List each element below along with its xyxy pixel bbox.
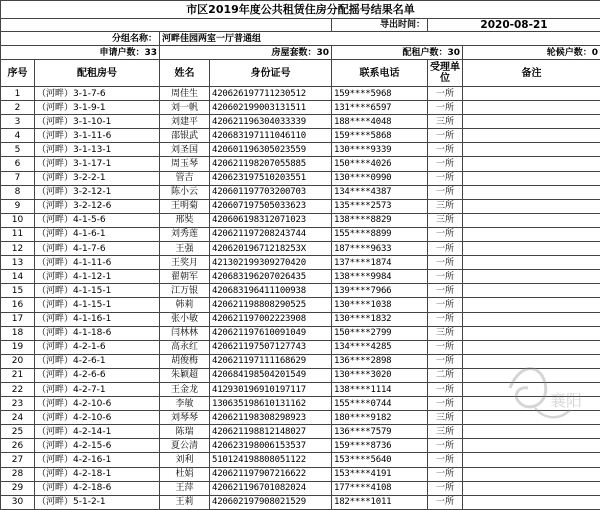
- room-number: （河畔）3-1-10-1: [35, 115, 160, 129]
- tenant-name: 夏公清: [160, 439, 210, 453]
- tenant-name: 陈瑞: [160, 425, 210, 439]
- header-room: 配租房号: [35, 60, 160, 87]
- accept-unit: 一所: [428, 143, 463, 157]
- phone-number: 138****8829: [332, 213, 428, 227]
- phone-number: 136****7579: [332, 425, 428, 439]
- table-row: [1, 157, 600, 171]
- table-row: [1, 481, 600, 495]
- accept-unit: 一所: [428, 171, 463, 185]
- table-row: [1, 270, 600, 284]
- accept-unit: 一所: [428, 157, 463, 171]
- row-index: 2: [1, 101, 35, 115]
- table-row: [1, 284, 600, 298]
- row-index: 14: [1, 270, 35, 284]
- phone-number: 150****2799: [332, 326, 428, 340]
- remark: [463, 326, 600, 340]
- id-number: 420601197703200703: [210, 185, 332, 199]
- accept-unit: 三所: [428, 425, 463, 439]
- phone-number: 159****8736: [332, 439, 428, 453]
- remark: [463, 129, 600, 143]
- accept-unit: 一所: [428, 87, 463, 101]
- watermark-logo: [500, 358, 590, 428]
- table-row: [1, 171, 600, 185]
- phone-number: 182****1011: [332, 495, 428, 509]
- phone-number: 137****1874: [332, 256, 428, 270]
- remark: [463, 439, 600, 453]
- remark: [463, 199, 600, 213]
- row-index: 19: [1, 340, 35, 354]
- room-number: （河畔）3-2-12-6: [35, 199, 160, 213]
- room-number: （河畔）3-1-13-1: [35, 143, 160, 157]
- row-index: 25: [1, 425, 35, 439]
- room-number: （河畔）4-2-15-6: [35, 439, 160, 453]
- phone-number: 159****5868: [332, 129, 428, 143]
- row-index: 10: [1, 213, 35, 227]
- phone-number: 134****4285: [332, 340, 428, 354]
- phone-number: 153****5640: [332, 453, 428, 467]
- table-row: [1, 185, 600, 199]
- phone-number: 155****0744: [332, 397, 428, 411]
- allocated-count: 配租户数：30: [332, 46, 463, 60]
- header-row: [1, 60, 600, 87]
- phone-number: 159****5968: [332, 87, 428, 101]
- phone-number: 130****1038: [332, 298, 428, 312]
- id-number: 421302199309270420: [210, 256, 332, 270]
- room-number: （河畔）4-2-14-1: [35, 425, 160, 439]
- table-row: [1, 298, 600, 312]
- sheet-title: 市区2019年度公共租赁住房分配摇号结果名单: [1, 1, 600, 19]
- room-number: （河畔）4-1-16-1: [35, 312, 160, 326]
- row-index: 20: [1, 354, 35, 368]
- table-row: [1, 439, 600, 453]
- id-number: 420683197111046110: [210, 129, 332, 143]
- room-number: （河畔）4-1-6-1: [35, 227, 160, 241]
- phone-number: 130****3020: [332, 368, 428, 382]
- id-number: 420621197610091049: [210, 326, 332, 340]
- room-number: （河畔）4-1-18-6: [35, 326, 160, 340]
- id-number: 420606198312071023: [210, 213, 332, 227]
- id-number: 420621198207055885: [210, 157, 332, 171]
- room-number: （河畔）4-1-15-1: [35, 284, 160, 298]
- tenant-name: 王莉: [160, 495, 210, 509]
- id-number: 420623198006153537: [210, 439, 332, 453]
- tenant-name: 王奖月: [160, 256, 210, 270]
- row-index: 11: [1, 227, 35, 241]
- row-index: 5: [1, 143, 35, 157]
- phone-number: 130****1832: [332, 312, 428, 326]
- remark: [463, 171, 600, 185]
- remark: [463, 101, 600, 115]
- row-index: 24: [1, 411, 35, 425]
- row-index: 3: [1, 115, 35, 129]
- phone-number: 153****4191: [332, 467, 428, 481]
- accept-unit: 三所: [428, 411, 463, 425]
- tenant-name: 管吉: [160, 171, 210, 185]
- table-row: [1, 495, 600, 509]
- row-index: 15: [1, 284, 35, 298]
- table-row: [1, 312, 600, 326]
- table-row: [1, 256, 600, 270]
- accept-unit: 一所: [428, 495, 463, 509]
- remark: [463, 157, 600, 171]
- room-number: （河畔）4-2-18-6: [35, 481, 160, 495]
- tenant-name: 刘一帆: [160, 101, 210, 115]
- row-index: 23: [1, 397, 35, 411]
- phone-number: 136****2898: [332, 354, 428, 368]
- id-number: 420607197505033623: [210, 199, 332, 213]
- id-number: 420683196207026435: [210, 270, 332, 284]
- tenant-name: 周佳生: [160, 87, 210, 101]
- remark: [463, 242, 600, 256]
- room-number: （河畔）3-1-7-6: [35, 87, 160, 101]
- table-row: [1, 467, 600, 481]
- accept-unit: 一所: [428, 340, 463, 354]
- row-index: 1: [1, 87, 35, 101]
- header-phone: 联系电话: [332, 60, 428, 87]
- accept-unit: 一所: [428, 382, 463, 396]
- tenant-name: 刘琴琴: [160, 411, 210, 425]
- tenant-name: 刘利: [160, 453, 210, 467]
- header-name: 姓名: [160, 60, 210, 87]
- remark: [463, 213, 600, 227]
- room-number: （河畔）4-2-16-1: [35, 453, 160, 467]
- row-index: 27: [1, 453, 35, 467]
- remark: [463, 270, 600, 284]
- accept-unit: 一所: [428, 439, 463, 453]
- tenant-name: 韩莉: [160, 298, 210, 312]
- row-index: 16: [1, 298, 35, 312]
- tenant-name: 高永红: [160, 340, 210, 354]
- id-number: 420621196701082024: [210, 481, 332, 495]
- tenant-name: 刘建平: [160, 115, 210, 129]
- id-number: 412930196910197117: [210, 382, 332, 396]
- accept-unit: 一所: [428, 101, 463, 115]
- row-index: 12: [1, 242, 35, 256]
- accept-unit: 一所: [428, 298, 463, 312]
- tenant-name: 闫林林: [160, 326, 210, 340]
- row-index: 8: [1, 185, 35, 199]
- id-number: 420623197510203551: [210, 171, 332, 185]
- remark: [463, 312, 600, 326]
- room-number: （河畔）4-2-10-6: [35, 397, 160, 411]
- accept-unit: 三所: [428, 199, 463, 213]
- header-index: 序号: [1, 60, 35, 87]
- tenant-name: 王金龙: [160, 382, 210, 396]
- remark: [463, 143, 600, 157]
- room-number: （河畔）3-2-12-1: [35, 185, 160, 199]
- tenant-name: 邢奘: [160, 213, 210, 227]
- tenant-name: 王萍: [160, 481, 210, 495]
- id-number: 420621198812148027: [210, 425, 332, 439]
- phone-number: 130****9339: [332, 143, 428, 157]
- export-time: 2020-08-21: [428, 19, 600, 32]
- accept-unit: 三所: [428, 115, 463, 129]
- tenant-name: 陈小云: [160, 185, 210, 199]
- export-spacer: [1, 19, 332, 32]
- accept-unit: 一所: [428, 481, 463, 495]
- phone-number: 130****0990: [332, 171, 428, 185]
- tenant-name: 江万银: [160, 284, 210, 298]
- accept-unit: 一所: [428, 227, 463, 241]
- housing-count: 房屋套数：30: [160, 46, 332, 60]
- table-row: [1, 453, 600, 467]
- accept-unit: 一所: [428, 467, 463, 481]
- row-index: 30: [1, 495, 35, 509]
- remark: [463, 495, 600, 509]
- accept-unit: 一所: [428, 284, 463, 298]
- remark: [463, 453, 600, 467]
- room-number: （河畔）3-2-2-1: [35, 171, 160, 185]
- tenant-name: 刘圣国: [160, 143, 210, 157]
- phone-number: 131****6597: [332, 101, 428, 115]
- accept-unit: 一所: [428, 270, 463, 284]
- id-number: 420621197002223908: [210, 312, 332, 326]
- phone-number: 150****4026: [332, 157, 428, 171]
- room-number: （河畔）4-1-12-1: [35, 270, 160, 284]
- table-row: [1, 143, 600, 157]
- id-number: 420684198504201549: [210, 368, 332, 382]
- tenant-name: 刘秀莲: [160, 227, 210, 241]
- tenant-name: 朱颖超: [160, 368, 210, 382]
- remark: [463, 340, 600, 354]
- row-index: 9: [1, 199, 35, 213]
- phone-number: 139****7966: [332, 284, 428, 298]
- accept-unit: 一所: [428, 129, 463, 143]
- tenant-name: 邵银武: [160, 129, 210, 143]
- accept-unit: 一所: [428, 256, 463, 270]
- id-number: 420683196411100938: [210, 284, 332, 298]
- remark: [463, 298, 600, 312]
- tenant-name: 杜娟: [160, 467, 210, 481]
- room-number: （河畔）4-1-7-6: [35, 242, 160, 256]
- group-name: 河畔佳园两室一厅普通组: [160, 32, 600, 46]
- group-label: 分组名称：: [1, 32, 160, 46]
- row-index: 26: [1, 439, 35, 453]
- table-row: [1, 227, 600, 241]
- room-number: （河畔）4-2-7-1: [35, 382, 160, 396]
- tenant-name: 李敏: [160, 397, 210, 411]
- row-index: 28: [1, 467, 35, 481]
- room-number: （河畔）4-2-18-1: [35, 467, 160, 481]
- title-row: [1, 1, 600, 19]
- room-number: （河畔）3-1-17-1: [35, 157, 160, 171]
- accept-unit: 一所: [428, 354, 463, 368]
- id-number: 420621198308298923: [210, 411, 332, 425]
- summary-row: [1, 46, 600, 60]
- phone-number: 188****4048: [332, 115, 428, 129]
- row-index: 4: [1, 129, 35, 143]
- group-row: [1, 32, 600, 46]
- room-number: （河畔）4-1-15-1: [35, 298, 160, 312]
- accept-unit: 二所: [428, 368, 463, 382]
- room-number: （河畔）3-1-11-6: [35, 129, 160, 143]
- room-number: （河畔）4-1-5-6: [35, 213, 160, 227]
- id-number: 420621197507127743: [210, 340, 332, 354]
- table-row: [1, 340, 600, 354]
- remark: [463, 481, 600, 495]
- room-number: （河畔）5-1-2-1: [35, 495, 160, 509]
- phone-number: 187****9633: [332, 242, 428, 256]
- accept-unit: 三所: [428, 326, 463, 340]
- remark: [463, 467, 600, 481]
- row-index: 29: [1, 481, 35, 495]
- id-number: 42062019671218253X: [210, 242, 332, 256]
- accept-unit: 一所: [428, 312, 463, 326]
- room-number: （河畔）3-1-9-1: [35, 101, 160, 115]
- row-index: 18: [1, 326, 35, 340]
- id-number: 420621198808290525: [210, 298, 332, 312]
- watermark-text: 襄阳: [550, 391, 582, 410]
- table-row: [1, 115, 600, 129]
- export-time-label: 导出时间：: [332, 19, 428, 32]
- id-number: 420626197711230512: [210, 87, 332, 101]
- tenant-name: 张小敏: [160, 312, 210, 326]
- table-row: [1, 199, 600, 213]
- tenant-name: 周玉琴: [160, 157, 210, 171]
- accept-unit: 一所: [428, 397, 463, 411]
- phone-number: 135****2573: [332, 199, 428, 213]
- id-number: 420621197907216622: [210, 467, 332, 481]
- row-index: 17: [1, 312, 35, 326]
- header-remark: 备注: [463, 60, 600, 87]
- phone-number: 138****1114: [332, 382, 428, 396]
- accept-unit: 一所: [428, 185, 463, 199]
- room-number: （河畔）4-2-6-1: [35, 354, 160, 368]
- id-number: 420621197111168629: [210, 354, 332, 368]
- row-index: 13: [1, 256, 35, 270]
- waiting-count: 轮候户数：0: [463, 46, 600, 60]
- room-number: （河畔）4-2-6-6: [35, 368, 160, 382]
- id-number: 420602197908021529: [210, 495, 332, 509]
- table-row: [1, 213, 600, 227]
- row-index: 6: [1, 157, 35, 171]
- room-number: （河畔）4-2-1-6: [35, 340, 160, 354]
- table-row: [1, 326, 600, 340]
- accept-unit: 三所: [428, 213, 463, 227]
- id-number: 510124198808051122: [210, 453, 332, 467]
- header-id: 身份证号: [210, 60, 332, 87]
- remark: [463, 185, 600, 199]
- room-number: （河畔）4-1-11-6: [35, 256, 160, 270]
- table-row: [1, 129, 600, 143]
- export-row: [1, 19, 600, 32]
- phone-number: 177****4108: [332, 481, 428, 495]
- remark: [463, 256, 600, 270]
- row-index: 22: [1, 382, 35, 396]
- remark: [463, 284, 600, 298]
- tenant-name: 王明菊: [160, 199, 210, 213]
- remark: [463, 87, 600, 101]
- id-number: 420602199003131511: [210, 101, 332, 115]
- phone-number: 180****9182: [332, 411, 428, 425]
- applicants-count: 申请户数：33: [1, 46, 160, 60]
- row-index: 7: [1, 171, 35, 185]
- table-row: [1, 101, 600, 115]
- id-number: 420621197208243744: [210, 227, 332, 241]
- phone-number: 138****9984: [332, 270, 428, 284]
- phone-number: 134****4387: [332, 185, 428, 199]
- id-number: 420621196304033339: [210, 115, 332, 129]
- id-number: 130635198610131162: [210, 397, 332, 411]
- remark: [463, 227, 600, 241]
- remark: [463, 115, 600, 129]
- tenant-name: 王强: [160, 242, 210, 256]
- row-index: 21: [1, 368, 35, 382]
- id-number: 420601196305023559: [210, 143, 332, 157]
- table-row: [1, 87, 600, 101]
- accept-unit: 一所: [428, 242, 463, 256]
- tenant-name: 翟朝军: [160, 270, 210, 284]
- phone-number: 155****8899: [332, 227, 428, 241]
- accept-unit: 一所: [428, 453, 463, 467]
- table-row: [1, 242, 600, 256]
- tenant-name: 胡俊梅: [160, 354, 210, 368]
- header-unit: 受理单位: [428, 60, 463, 87]
- room-number: （河畔）4-2-10-6: [35, 411, 160, 425]
